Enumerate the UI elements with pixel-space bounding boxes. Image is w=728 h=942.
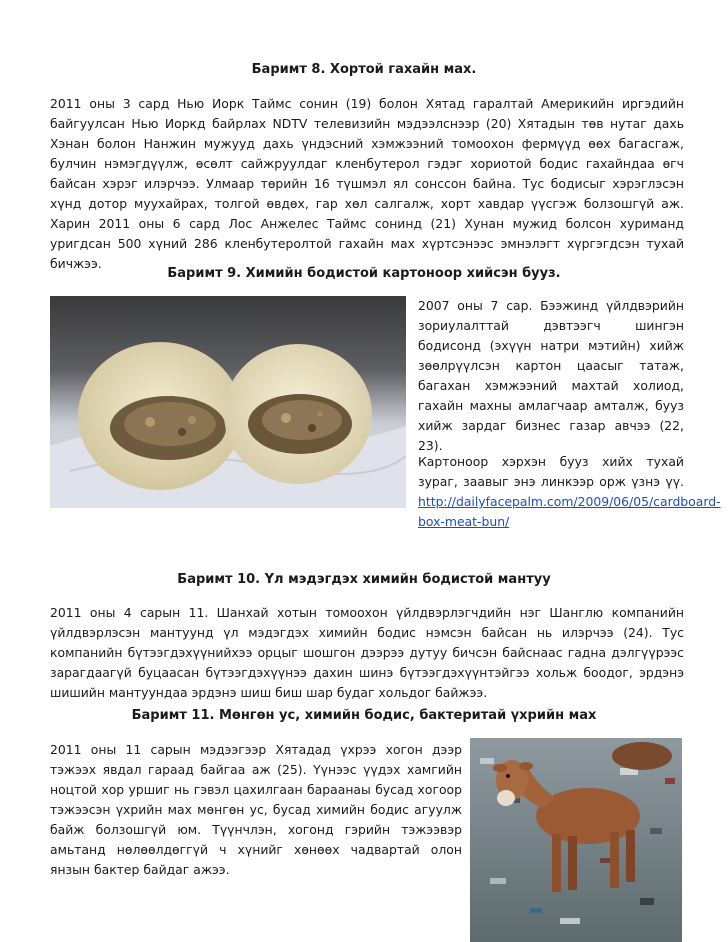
fact10-heading: Баримт 10. Үл мэдэгдэх химийн бодистой мантуу [177,572,551,587]
fact9-link-paragraph [418,452,721,532]
steamed-bun-photo [50,296,406,508]
fact9-link-intro: Картоноор хэрхэн бууз хийх тухай зураг, заавыг энэ линкээр орж үзнэ үү. [418,454,684,489]
cardboard-bun-link[interactable]: http://dailyfacepalm.com/2009/06/05/cardboard-box-meat-bun/ [418,494,721,529]
fact8-heading: Баримт 8. Хортой гахайн мах. [251,62,477,77]
fact9-paragraph: 2007 оны 7 сар. Бээжинд үйлдвэрийн зориулалттай дэвтээгч шингэн бодисонд (эхүүн натри мэтийн) хийж зөөлрүүлсэн картон цаасыг татаж, багахан хэмжээний махтай холиод, гахайн махны амлагчаар амталж, бууз хийж зардаг бизнес газар авчээ (22, 23). [418,298,684,453]
fact10-paragraph: 2011 оны 4 сарын 11. Шанхай хотын томоохон үйлдвэрлэгчдийн нэг Шанглю компанийн үйлдвэрлэсэн мантуунд үл мэдэгдэх химийн бодис нэмсэн байсан нь илэрчээ (24). Тус компанийн бүтээгдэхүүнийхээ орцыг шошгон дээрээ дутуу бичсэн байснаас гадна дэлгүүрээс зарагдаагүй буцаасан бүтээгдэхүүнээ дахин шинэ бүтээгдэхүүнтэйгээ хольж боодог, эрдэнэ шишийн мантуундаа эрдэнэ шиш биш шар будаг хольдог байжээ. [50,605,684,700]
fact11-paragraph: 2011 оны 11 сарын мэдээгээр Хятадад үхрээ хогон дээр тэжээх явдал гараад байгаа аж (25). Үүнээс үүдэх хамгийн ноцтой хор уршиг нь гэвэл цахилгаан бараанаы бусад хогоор тэжээсэн үхрийн мах мөнгөн ус, бусад химийн бодис агуулж байж болзошгүй юм. Түүнчлэн, хогонд гэрийн тэжээвэр амьтанд нөлөөлдөггүй ч хүнийг хөнөөх чадвартай олон янзын бактер байдаг ажээ. [50,742,462,877]
fact9-heading: Баримт 9. Химийн бодистой картоноор хийсэн бууз. [167,266,561,281]
cow-image [470,738,682,942]
steamed-bun-image [50,296,406,508]
fact8-paragraph: 2011 оны 3 сард Нью Иорк Таймс сонин (19) болон Хятад гаралтай Америкийн иргэдийн байгуулсан Нью Иоркд байрлах NDTV телевизийн мэдээлснээр (20) Хятадын төв нутаг дахь Хэнан болон Нанжин мужууд дахь үндэсний хэмжээний томоохон фермүүд өөх багасгаж, булчин нэмэгдүүлж, өсөлт сайжруулдаг кленбутерол гэдэг хориотой бодис гахайндаа өгч байсан хэрэг илэрчээ. Улмаар төрийн 16 түшмэл ял сонссон байна. Тус бодисыг хэрэглэсэн хүнд дотор муухайрах, толгой өвдөх, гар хөл салгалж, хорт хавдар үүсгэж болзошгүй аж. Харин 2011 оны 6 сард Лос Анжелес Таймс сонинд (21) Хунан мужид болсон хуриманд уригдсан 500 хүний 286 кленбутеролтой гахайн мах хүртсэнээс эмнэлэгт хүргэгдсэн тухай бичжээ. [50,96,684,271]
fact11-heading: Баримт 11. Мөнгөн ус, химийн бодис, бактеритай үхрийн мах [131,708,597,723]
cow-on-garbage-photo [470,738,682,942]
